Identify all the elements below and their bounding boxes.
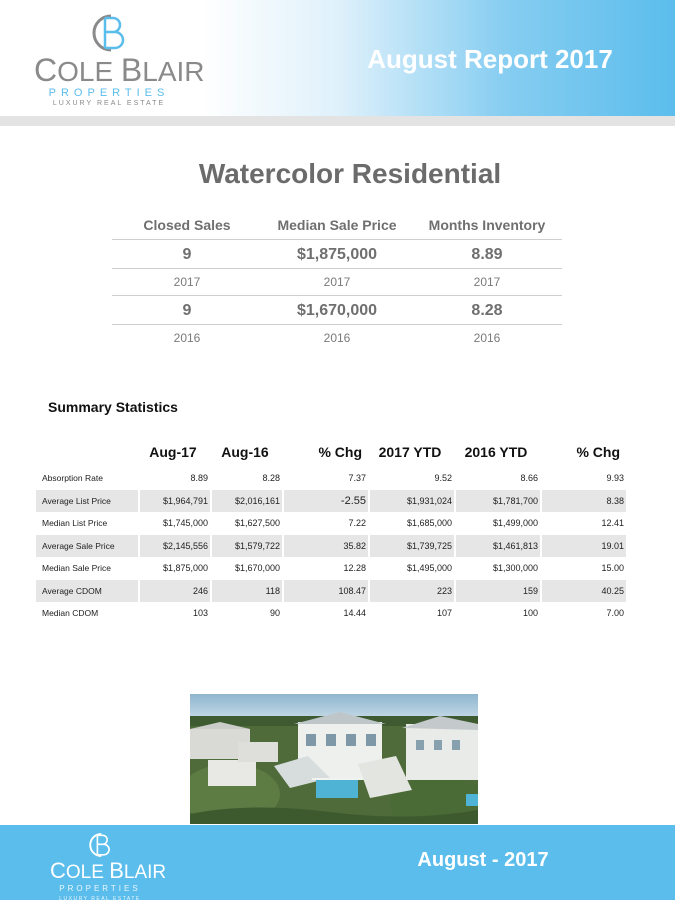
summary-statistics-table — [36, 437, 663, 625]
months-inventory-value: 8.89 — [471, 246, 503, 263]
summary-cell: $1,300,000 — [454, 557, 540, 580]
summary-cell: 107 — [368, 602, 454, 625]
summary-cell: $1,931,024 — [368, 490, 454, 513]
summary-header-row — [36, 437, 663, 467]
summary-cell: 223 — [368, 580, 454, 603]
summary-cell: 108.47 — [282, 580, 368, 603]
year-label: 2017 — [323, 275, 351, 289]
summary-cell: 9.93 — [540, 467, 626, 490]
column-header: 2016 YTD — [464, 444, 528, 460]
summary-cell: $1,461,813 — [454, 535, 540, 558]
report-title: August Report 2017 — [367, 44, 613, 74]
summary-cell: 14.44 — [282, 602, 368, 625]
key-metrics-year-2017 — [112, 269, 562, 296]
key-metrics-table — [112, 210, 562, 352]
summary-cell: 35.82 — [282, 535, 368, 558]
summary-cell: $1,781,700 — [454, 490, 540, 513]
summary-cell: $2,016,161 — [210, 490, 282, 513]
column-header: % Chg — [576, 444, 620, 460]
median-sale-price-value: $1,875,000 — [296, 246, 378, 263]
summary-cell: -2.55 — [282, 490, 368, 513]
footer-logo-wordmark: COLE BLAIR — [50, 858, 167, 883]
summary-cell: $1,495,000 — [368, 557, 454, 580]
logo-wordmark: COLE BLAIR — [34, 52, 205, 88]
summary-cell: 7.22 — [282, 512, 368, 535]
summary-cell: $1,579,722 — [210, 535, 282, 558]
summary-row-label: Median CDOM — [42, 608, 99, 619]
summary-row — [36, 602, 663, 625]
summary-row-label: Average Sale Price — [36, 535, 138, 558]
summary-cell: 8.28 — [210, 467, 282, 490]
summary-row-label: Average CDOM — [36, 580, 138, 603]
closed-sales-value: 9 — [182, 246, 192, 263]
summary-cell: $1,745,000 — [138, 512, 210, 535]
header-divider — [0, 116, 675, 126]
summary-cell: 19.01 — [540, 535, 626, 558]
logo-tagline: LUXURY REAL ESTATE — [52, 100, 166, 107]
summary-cell: 103 — [138, 602, 210, 625]
footer-logo-tagline: LUXURY REAL ESTATE — [59, 896, 141, 900]
summary-statistics-title: Summary Statistics — [48, 399, 178, 415]
footer-logo — [50, 831, 167, 900]
cb-monogram-icon — [89, 12, 129, 54]
summary-cell: 118 — [210, 580, 282, 603]
months-inventory-header: Months Inventory — [428, 217, 546, 233]
summary-cell: 7.00 — [540, 602, 626, 625]
summary-row — [36, 467, 663, 490]
summary-cell: $1,964,791 — [138, 490, 210, 513]
months-inventory-value: 8.28 — [471, 302, 503, 319]
summary-cell: 12.28 — [282, 557, 368, 580]
summary-cell: $1,627,500 — [210, 512, 282, 535]
summary-cell: 40.25 — [540, 580, 626, 603]
footer-date: August - 2017 — [417, 849, 549, 871]
logo-subtitle: PROPERTIES — [48, 87, 170, 99]
closed-sales-value: 9 — [182, 302, 192, 319]
summary-cell: 100 — [454, 602, 540, 625]
summary-cell: $2,145,556 — [138, 535, 210, 558]
summary-cell: 90 — [210, 602, 282, 625]
summary-row — [36, 580, 663, 603]
summary-cell: 246 — [138, 580, 210, 603]
summary-cell: $1,499,000 — [454, 512, 540, 535]
summary-cell: $1,670,000 — [210, 557, 282, 580]
summary-cell: 15.00 — [540, 557, 626, 580]
median-sale-price-header: Median Sale Price — [277, 217, 397, 233]
property-photo-illustration — [190, 694, 478, 824]
summary-cell: $1,739,725 — [368, 535, 454, 558]
summary-row — [36, 557, 663, 580]
summary-row-label: Average List Price — [36, 490, 138, 513]
summary-row-label: Absorption Rate — [42, 473, 103, 484]
report-footer — [0, 825, 675, 900]
summary-cell: 8.89 — [138, 467, 210, 490]
key-metrics-values-2017 — [112, 240, 562, 269]
column-header: 2017 YTD — [378, 444, 442, 460]
summary-cell: 159 — [454, 580, 540, 603]
year-label: 2016 — [173, 331, 201, 345]
year-label: 2017 — [473, 275, 501, 289]
key-metrics-header — [112, 210, 562, 240]
column-header: Aug-16 — [221, 444, 269, 460]
year-label: 2017 — [173, 275, 201, 289]
summary-cell: $1,685,000 — [368, 512, 454, 535]
summary-row — [36, 512, 663, 535]
summary-cell: 12.41 — [540, 512, 626, 535]
summary-cell: $1,875,000 — [138, 557, 210, 580]
company-logo — [34, 12, 205, 108]
year-label: 2016 — [323, 331, 351, 345]
year-label: 2016 — [473, 331, 501, 345]
page-title: Watercolor Residential — [198, 158, 502, 189]
row-label-header — [36, 437, 138, 467]
column-header: % Chg — [318, 444, 362, 460]
summary-cell: 9.52 — [368, 467, 454, 490]
summary-cell: 8.38 — [540, 490, 626, 513]
column-header: Aug-17 — [149, 444, 197, 460]
summary-row-label: Median Sale Price — [42, 563, 111, 574]
summary-body — [36, 467, 663, 625]
summary-row-label: Median List Price — [42, 518, 108, 529]
closed-sales-header: Closed Sales — [143, 217, 231, 233]
summary-cell: 7.37 — [282, 467, 368, 490]
property-aerial-photo — [190, 694, 478, 824]
key-metrics-values-2016 — [112, 296, 562, 325]
median-sale-price-value: $1,670,000 — [296, 302, 378, 319]
summary-cell: 8.66 — [454, 467, 540, 490]
key-metrics-year-2016 — [112, 325, 562, 352]
report-header — [0, 0, 675, 116]
summary-row — [36, 535, 663, 558]
summary-row — [36, 490, 663, 513]
cb-monogram-icon — [87, 831, 113, 859]
footer-logo-subtitle: PROPERTIES — [59, 884, 141, 893]
